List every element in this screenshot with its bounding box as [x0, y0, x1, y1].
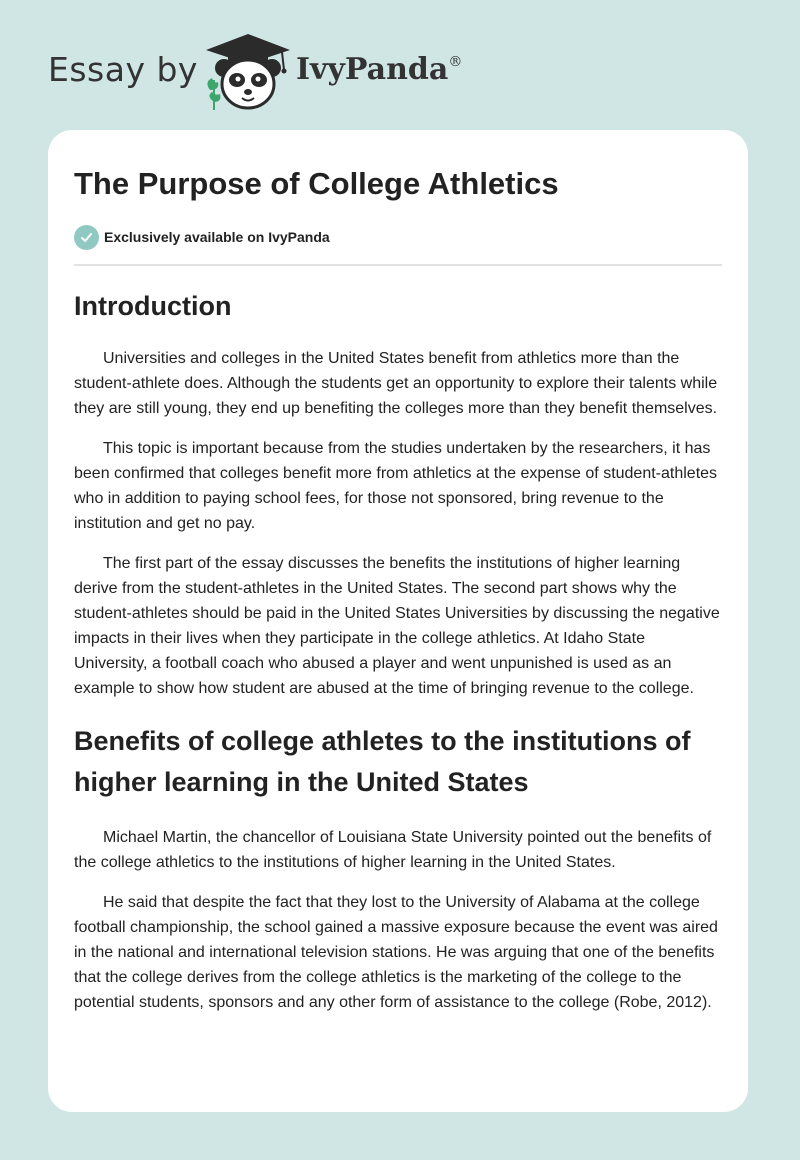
section-heading: Introduction: [74, 291, 232, 321]
paragraph: Universities and colleges in the United States benefit from athletics more than the student-athlete does. Although the students get an opportunity to explore their talents while they are still young, they end up benefiting the colleges more than they benefit themselves.: [74, 350, 718, 417]
brand-name[interactable]: [296, 52, 462, 87]
exclusive-badge-text: Exclusively available on IvyPanda: [104, 229, 330, 245]
divider: [74, 264, 722, 266]
essay-by-label: Essay by: [48, 50, 198, 89]
registered-mark: ®: [448, 54, 463, 70]
exclusive-badge: [74, 224, 722, 250]
section-introduction: [74, 288, 722, 701]
essay-card: [48, 130, 748, 1112]
page-title: The Purpose of College Athletics: [74, 166, 559, 201]
site-header: [0, 0, 800, 130]
brand-text: IvyPanda: [296, 52, 449, 87]
panda-logo-icon[interactable]: [200, 30, 296, 112]
check-icon: [74, 225, 99, 250]
paragraph: He said that despite the fact that they lost to the University of Alabama at the college football championship, the school gained a massive exposure because the event was aired in the national and international television stations. He was arguing that one of the benefits that the college derives from the college athletics is the marketing of the college to the potential students, sponsors and any other form of assistance to the college (Robe, 2012).: [74, 894, 718, 1011]
section-heading: Benefits of college athletes to the institutions of higher learning in the United States: [74, 726, 691, 797]
paragraph: Michael Martin, the chancellor of Louisiana State University pointed out the benefits of the college athletics to the institutions of higher learning in the United States.: [74, 829, 712, 871]
paragraph: The first part of the essay discusses the benefits the institutions of higher learning derive from the student-athletes in the United States. The second part shows why the student-athletes should be paid in the United States Universities by discussing the negative impacts in their lives when they participate in the college athletics. At Idaho State University, a football coach who abused a player and went unpunished is used as an example to show how student are abused at the time of bringing revenue to the college.: [74, 555, 720, 697]
paragraph: This topic is important because from the studies undertaken by the researchers, it has been confirmed that colleges benefit more from athletics at the expense of student-athletes who in addition to paying school fees, for those not sponsored, bring revenue to the institution and get no pay.: [74, 440, 718, 532]
section-benefits: [74, 721, 722, 1015]
